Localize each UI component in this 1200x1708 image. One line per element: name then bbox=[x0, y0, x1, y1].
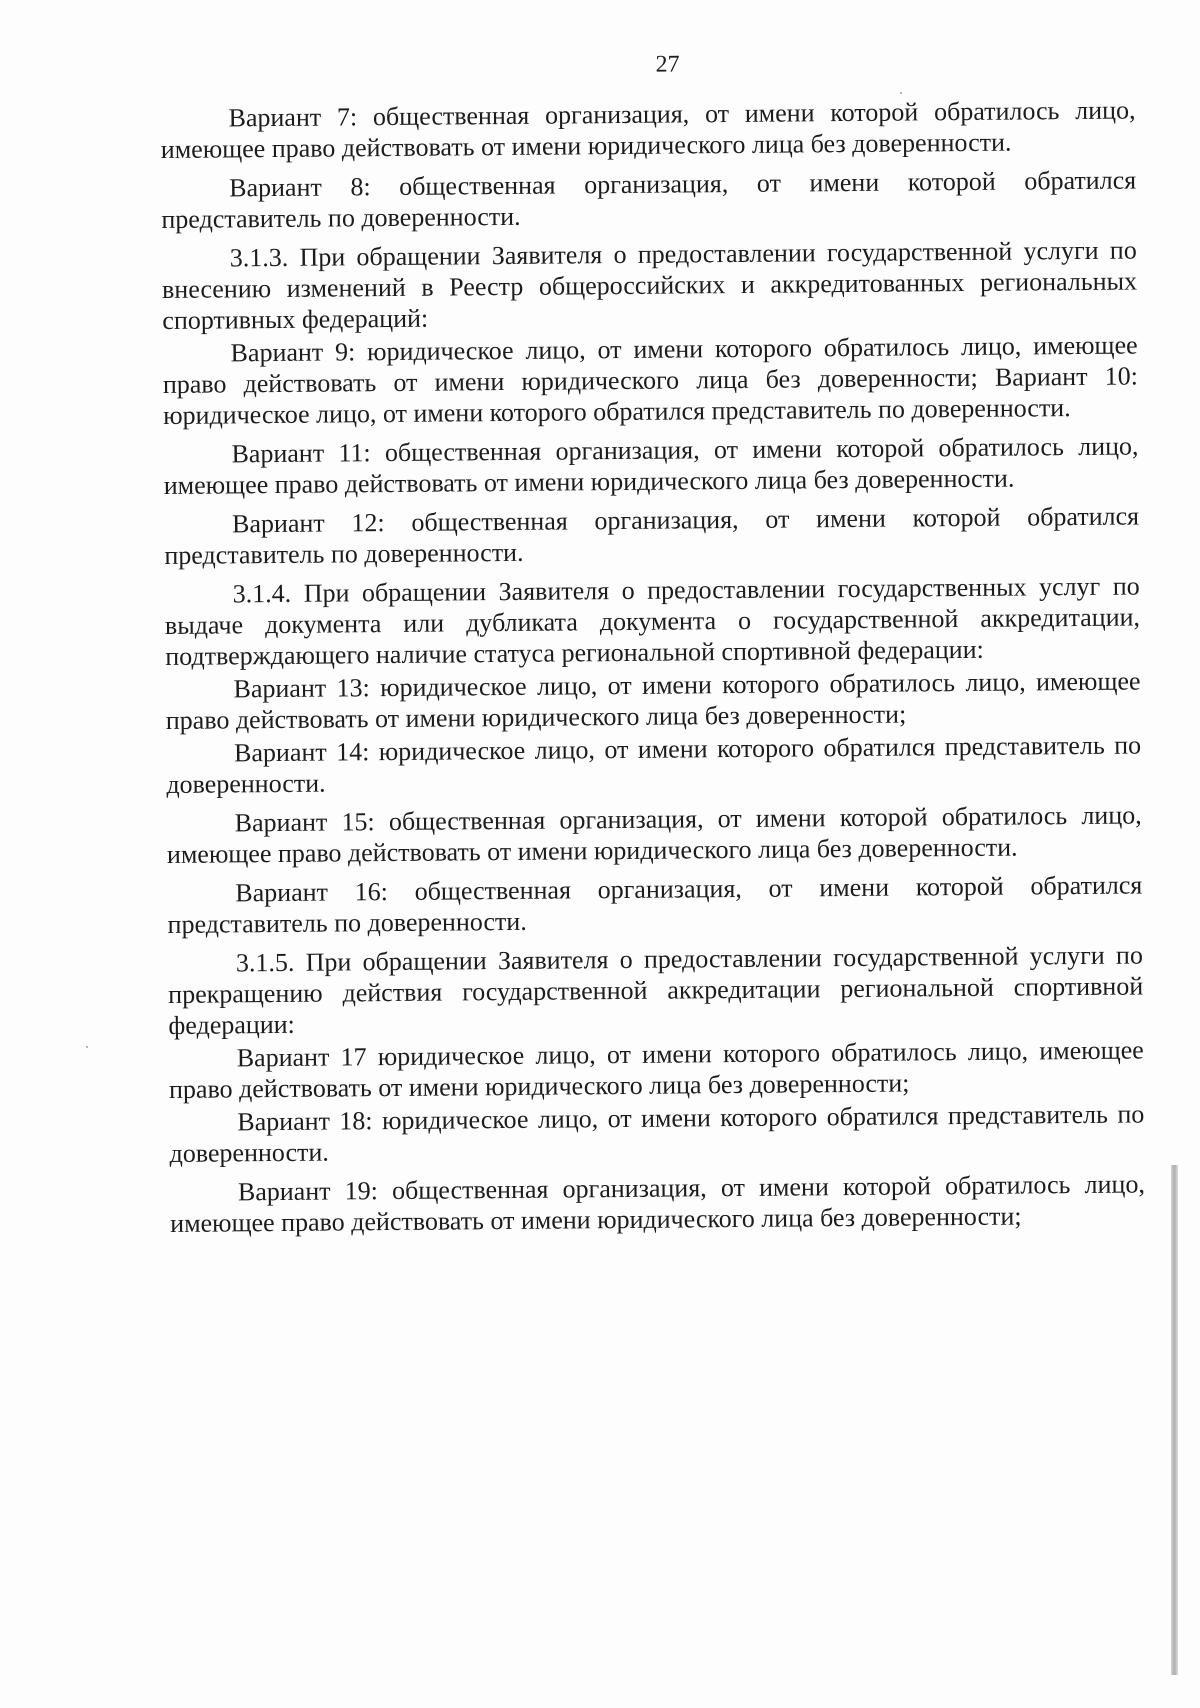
page-number: 27 bbox=[655, 51, 680, 78]
paragraph-variant-7: Вариант 7: общественная организация, от имени которой обратилось лицо, имеющее право действовать от имени юридического лица без доверенности. bbox=[160, 95, 1136, 164]
paragraph-variant-14: Вариант 14: юридическое лицо, от имени которого обратился представитель по доверенности. bbox=[166, 730, 1142, 799]
paragraph-variant-9-10: Вариант 9: юридическое лицо, от имени которого обратилось лицо, имеющее право действовать от имени юридического лица без доверенности; Вариант 10: юридическое лицо, от имени которого обратился представитель по доверенности. bbox=[162, 330, 1138, 430]
paragraph-variant-12: Вариант 12: общественная организация, от имени которой обратился представитель по доверенности. bbox=[164, 501, 1140, 570]
paragraph-variant-17: Вариант 17 юридическое лицо, от имени которого обратилось лицо, имеющее право действовать от имени юридического лица без доверенности; bbox=[168, 1035, 1144, 1104]
paragraph-section-3-1-4: 3.1.4. При обращении Заявителя о предоставлении государственных услуг по выдаче документа или дубликата документа о государственной аккредитации, подтверждающего наличие статуса региональной спортивной федерации: bbox=[164, 571, 1141, 671]
scan-speck bbox=[900, 92, 902, 94]
paragraph-section-3-1-3: 3.1.3. При обращении Заявителя о предоставлении государственной услуги по внесению изменений в Реестр общероссийских и аккредитованных региональных спортивных федераций: bbox=[161, 235, 1138, 335]
paragraph-variant-11: Вариант 11: общественная организация, от имени которой обратилось лицо, имеющее право действовать от имени юридического лица без доверенности. bbox=[163, 431, 1139, 500]
scan-edge-shadow bbox=[1171, 1165, 1178, 1675]
paragraph-variant-18: Вариант 18: юридическое лицо, от имени которого обратился представитель по доверенности. bbox=[169, 1099, 1145, 1168]
paragraph-variant-13: Вариант 13: юридическое лицо, от имени которого обратилось лицо, имеющее право действовать от имени юридического лица без доверенности; bbox=[165, 666, 1141, 735]
paragraph-variant-8: Вариант 8: общественная организация, от имени которой обратился представитель по доверенности. bbox=[161, 165, 1137, 234]
paragraph-section-3-1-5: 3.1.5. При обращении Заявителя о предоставлении государственной услуги по прекращению действия государственной аккредитации региональной спортивной федерации: bbox=[168, 940, 1144, 1040]
paragraph-variant-16: Вариант 16: общественная организация, от имени которой обратился представитель по доверенности. bbox=[167, 870, 1143, 939]
paragraph-variant-19: Вариант 19: общественная организация, от имени которой обратилось лицо, имеющее право действовать от имени юридического лица без доверенности; bbox=[170, 1169, 1146, 1238]
page-content bbox=[160, 45, 1145, 1246]
scan-speck bbox=[86, 1046, 88, 1048]
paragraph-variant-15: Вариант 15: общественная организация, от имени которой обратилось лицо, имеющее право действовать от имени юридического лица без доверенности. bbox=[166, 800, 1142, 869]
